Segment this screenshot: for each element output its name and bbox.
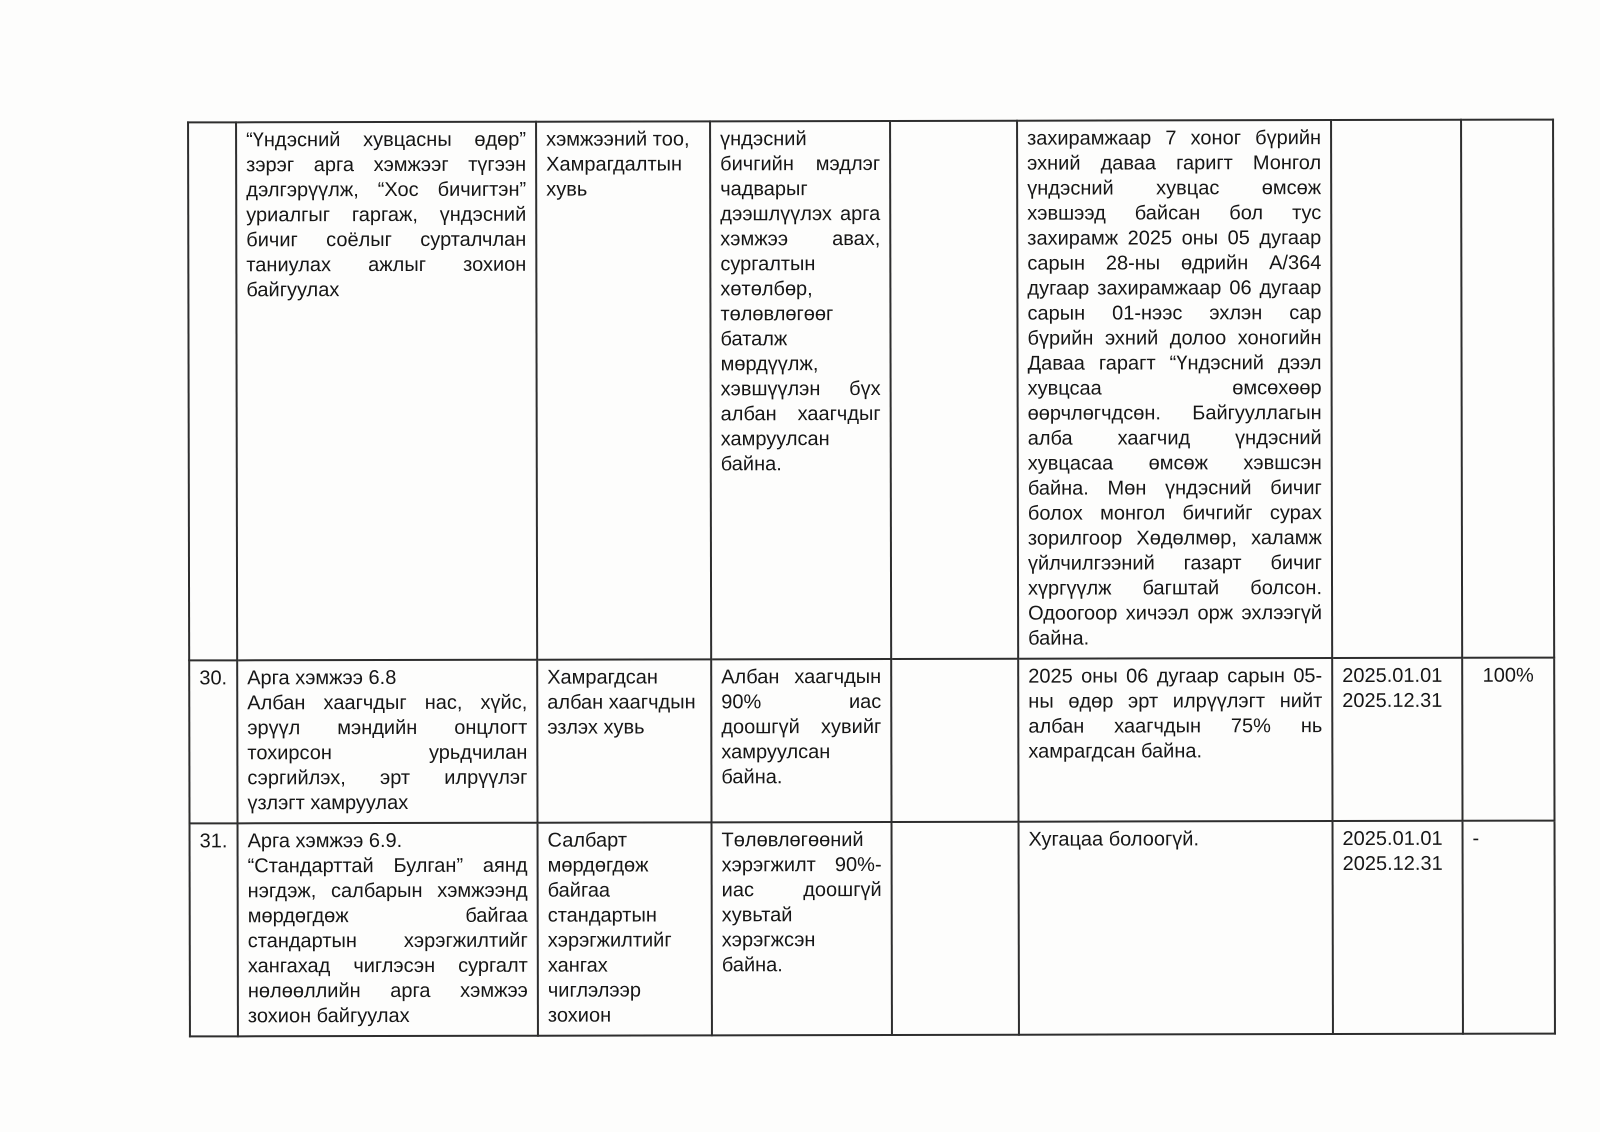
- indicator-cell: хэмжээний тоо, Хамрагдалтын хувь: [536, 121, 711, 659]
- activity-cell: “Үндэсний хувцасны өдөр” зэрэг арга хэмжээг түгээн дэлгэрүүлж, “Хос бичигтэн” уриалгыг гаргаж, үндэсний бичиг соёлыг сурталчлан таниулах ажлыг зохион байгуулах: [236, 122, 537, 661]
- period-cell: [1331, 120, 1462, 658]
- activity-cell: Арга хэмжээ 6.8 Албан хаагчдыг нас, хүйс, эрүүл мэндийн онцлогт тохирсон урьдчилан сэргийлэх, эрт илрүүлэг үзлэгт хамруулах: [237, 660, 537, 824]
- row-number-cell: 30.: [189, 660, 237, 823]
- indicator-cell: Хамрагдсан албан хаагчдын эзлэх хувь: [537, 659, 711, 822]
- row-number-cell: 31.: [190, 823, 238, 1036]
- target-cell: Төлөвлөгөөний хэрэгжилт 90%-иас доошгүй хувьтай хэрэгжсэн байна.: [712, 822, 892, 1035]
- activity-report-table: [187, 119, 1556, 1038]
- result-cell: Хугацаа болоогүй.: [1019, 821, 1333, 1035]
- result-cell: захирамжаар 7 хоног бүрийн эхний даваа гаригт Монгол үндэсний хувцас өмсөж хэвшээд байсан бол тус захирамж 2025 оны 05 дугаар сарын 28-ны өдрийн А/364 дугаар захирамжаар 06 дугаар сарын 01-нээс эхлэн сар бүрийн эхний долоо хоногийн Даваа гарагт “Үндэсний дээл хувцсаа өмсөхөөр өөрчлөгчдсөн. Байгууллагын алба хаагчид үндэсний хувцасаа өмсөж хэвшсэн байна. Мөн үндэсний бичиг болох монгол бичгийг сурах зорилгоор Хөдөлмөр, халамж үйлчилгээний газарт бичиг хүргүүлж багштай болсон. Одоогоор хичээл орж эхлээгүй байна.: [1017, 120, 1332, 659]
- spacer-cell: [890, 121, 1018, 659]
- table-row-30: [189, 658, 1554, 824]
- percent-cell: [1461, 120, 1554, 658]
- spacer-cell: [892, 822, 1019, 1035]
- result-cell: 2025 оны 06 дугаар сарын 05-ны өдөр эрт илрүүлэгт нийт албан хаагчдын 75% нь хамрагдсан байна.: [1018, 658, 1332, 822]
- period-cell: 2025.01.01 2025.12.31: [1332, 658, 1462, 821]
- spacer-cell: [891, 659, 1018, 822]
- target-cell: үндэсний бичгийн мэдлэг чадварыг дээшлүүлэх арга хэмжээ авах, сургалтын хөтөлбөр, төлөвлөгөөг баталж мөрдүүлж, хэвшүүлэн бүх албан хаагчдыг хамруулсан байна.: [710, 121, 891, 659]
- table-row-continuation: [188, 120, 1554, 661]
- period-cell: 2025.01.01 2025.12.31: [1333, 821, 1463, 1034]
- row-number-cell: [188, 122, 237, 660]
- target-cell: Албан хаагчдын 90% иас доошгүй хувийг хамруулсан байна.: [711, 659, 891, 822]
- indicator-cell: Салбарт мөрдөгдөж байгаа стандартын хэрэгжилтийг хангах чиглэлээр зохион: [538, 822, 712, 1035]
- percent-cell: 100%: [1462, 658, 1554, 821]
- activity-cell: Арга хэмжээ 6.9. “Стандарттай Булган” аянд нэгдэж, салбарын хэмжээнд мөрдөгдөж байгаа стандартын хэрэгжилтийг хангахад чиглэсэн сургалт нөлөөллийн арга хэмжээ зохион байгуулах: [238, 823, 538, 1037]
- percent-cell: -: [1463, 821, 1555, 1034]
- table-row-31: [190, 821, 1555, 1037]
